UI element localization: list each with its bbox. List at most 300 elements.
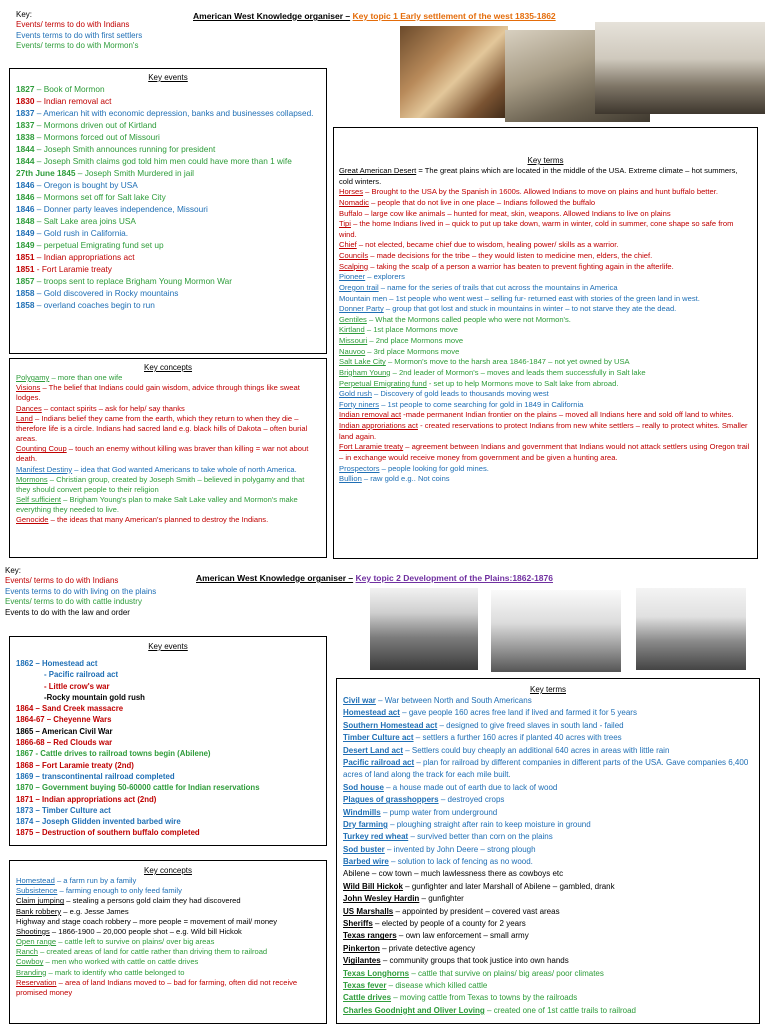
key-concepts-heading: Key concepts [143, 363, 193, 372]
term-item-label: Bullion [339, 474, 362, 484]
concept-item-definition: – mark to identify who cattle belonged to [46, 967, 185, 977]
event-item: - Pacific railroad act [44, 670, 119, 680]
term-item-definition: – Settlers could buy cheaply an additional 640 acres in areas with little rain [403, 745, 670, 755]
term-item-definition: Abilene – cow town – much lawlessness there as cowboys etc [343, 869, 564, 879]
concept-item [16, 515, 320, 525]
term-item-definition: – Discovery of gold leads to thousands moving west [371, 389, 549, 399]
concept-item-label: Genocide [16, 515, 49, 525]
key-item: Events to do with the law and order [5, 607, 130, 617]
term-item [339, 464, 752, 475]
term-item [339, 283, 752, 294]
event-item [16, 227, 320, 239]
concept-item-label: Reservation [16, 977, 57, 987]
concept-item-definition: – e.g. Jesse James [61, 906, 129, 916]
concept-item [16, 373, 320, 383]
term-item-label: Charles Goodnight and Oliver Loving [343, 1005, 485, 1015]
concept-item-definition: – idea that God wanted Americans to take whole of north America. [72, 464, 297, 474]
event-text: – Gold discovered in Rocky mountains [34, 288, 179, 299]
term-item-label: Civil war [343, 696, 376, 705]
event-date: 1838 [16, 132, 35, 143]
term-item-label: Southern Homestead act [343, 720, 438, 730]
term-item [339, 294, 752, 305]
concept-item-label: Self sufficient [16, 495, 62, 505]
event-item: 1865 – American Civil War [16, 726, 113, 736]
stagecoach-painting-icon [595, 22, 765, 114]
term-item-definition: – gave people 160 acres free land if lived and farmed it for 5 years [399, 708, 637, 718]
event-item: 1874 – Joseph Glidden invented barbed wire [16, 817, 181, 827]
event-text: – Oregon is bought by USA [34, 180, 138, 191]
term-item [339, 336, 752, 347]
concept-item-definition: – The belief that Indians could gain wisdom, advice through things like sweat lodges. [16, 383, 300, 403]
concept-item [16, 876, 320, 886]
term-item [339, 262, 752, 273]
term-item-definition: – community groups that took justice into own hands [380, 956, 569, 966]
cattle-town-drawing-icon [636, 588, 746, 670]
event-item: 1867 - Cattle drives to railroad towns begin (Abilene) [16, 749, 211, 759]
key-concepts-heading: Key concepts [143, 866, 193, 875]
term-item-label: Sod house [343, 782, 384, 792]
term-item [339, 166, 752, 187]
page-title-1 [193, 11, 556, 22]
event-date: 1851 [16, 252, 35, 263]
term-item-definition: – War between North and South Americans [375, 696, 532, 705]
concept-item [16, 968, 320, 978]
term-item-label: Turkey red wheat [343, 832, 409, 842]
term-item [343, 794, 753, 806]
concept-item-label: Counting Coup [16, 444, 67, 454]
title-subtopic: Key topic 2 Development of the Plains:1862-1876 [355, 573, 553, 583]
term-item-label: Pacific railroad act [343, 757, 415, 767]
term-item-label: Forty niners [339, 399, 380, 409]
term-item-definition: – a house made out of earth due to lack of wood [383, 782, 558, 792]
event-text: – Book of Mormon [34, 84, 105, 94]
concept-item-label: Open range [16, 937, 57, 947]
term-item [339, 325, 752, 336]
term-item-definition: – people looking for gold mines. [379, 463, 489, 473]
title-main: American West Knowledge organiser – [193, 11, 351, 21]
concept-item-label: Dances [16, 403, 42, 413]
term-item-definition: – ploughing straight after rain to keep moisture in ground [387, 819, 591, 829]
event-date: 1849 [16, 240, 35, 251]
event-item [16, 275, 320, 287]
term-item-definition: – made decisions for the tribe – they would listen to medicine men, elders, the chief. [368, 251, 653, 260]
event-date: 1830 [16, 96, 35, 107]
term-item-definition: – cattle that survive on plains/ big areas/ poor climates [409, 968, 604, 978]
concept-item [16, 444, 320, 464]
term-item-definition: – agreement between Indians and government that Indians would not attack settlers using Oregon trail – in exchange would receive money from government and be given a hunting area. [339, 442, 750, 462]
event-date: 1844 [16, 144, 35, 155]
term-item-label: Donner Party [339, 304, 384, 314]
concept-item [16, 917, 320, 927]
title-subtopic: Key topic 1 Early settlement of the west 1835-1862 [352, 11, 556, 21]
concept-item [16, 475, 320, 495]
term-item-definition: – invented by John Deere – strong plough [384, 844, 536, 854]
term-item-label: Fort Laramie treaty [339, 442, 404, 452]
term-item [339, 368, 752, 379]
key-events-box-1 [9, 68, 327, 354]
term-item-definition: – own law enforcement – small army [396, 931, 529, 941]
key-item: Events terms to do with living on the plains [5, 586, 157, 596]
key-events-box-2 [9, 636, 327, 846]
key-item: Events/ terms to do with Mormon's [16, 41, 139, 51]
event-date: 1846 [16, 192, 35, 203]
term-item-label: Oregon trail [339, 282, 379, 292]
event-date: 1844 [16, 156, 35, 167]
term-item-definition: – 2nd leader of Mormon's – moves and leads them successfully in Salt lake [390, 367, 646, 377]
event-text: – Mormons forced out of Missouri [34, 132, 160, 143]
event-date: 1846 [16, 180, 35, 191]
concept-item [16, 978, 320, 998]
event-text: – Joseph Smith announces running for president [34, 144, 216, 155]
event-date: 1846 [16, 204, 35, 215]
term-item-label: Nauvoo [339, 346, 366, 356]
term-item-label: Councils [339, 251, 369, 260]
event-item [16, 191, 320, 203]
term-item [339, 304, 752, 315]
term-item-label: Pinkerton [343, 943, 380, 953]
event-text: – Indian appropriations act [34, 252, 135, 263]
term-item-label: Plagues of grasshoppers [343, 795, 439, 805]
term-item [343, 968, 753, 980]
term-item-definition: – settlers a further 160 acres if planted 40 acres with trees [413, 733, 622, 743]
term-item [339, 347, 752, 358]
event-date: 1857 [16, 276, 35, 287]
term-item-label: Vigilantes [343, 956, 381, 966]
event-text: – Donner party leaves independence, Missouri [34, 204, 208, 215]
term-item-definition: – plan for railroad by different companies in different parts of the USA. Gave companies 6,400 acres of land along the track for each mile built. [343, 757, 749, 780]
term-item-definition: – group that got lost and stuck in mountains in winter – to not starve they ate the dead. [383, 304, 677, 314]
term-item-definition: Mountain men – 1st people who went west – selling fur- returned east with stories of the green land in west. [339, 293, 700, 303]
event-item [16, 263, 320, 275]
event-text: – Indian removal act [34, 96, 112, 107]
term-item-label: Pioneer [339, 272, 366, 282]
key-events-heading: Key events [148, 73, 188, 82]
event-item [16, 167, 320, 179]
event-item [16, 155, 320, 167]
concept-item-definition: – stealing a persons gold claim they had discovered [64, 896, 241, 906]
term-item [339, 251, 752, 262]
term-item-definition: – the home Indians lived in – quick to put up take down, warm in winter, cold in summer, cone shape so safe from wind. [339, 219, 734, 239]
term-item-definition: – 1st place Mormons move [364, 325, 459, 335]
term-item-label: Salt Lake City [339, 357, 386, 367]
concept-item-definition: – created areas of land for cattle rather than driving them to railroad [37, 947, 268, 957]
term-item-definition: – What the Mormons called people who were not Mormon's. [366, 314, 571, 324]
event-item [16, 203, 320, 215]
concept-item-definition: – Brigham Young's plan to make Salt Lake valley and Mormon's make everything they needed to live. [16, 495, 298, 515]
term-item [343, 930, 753, 942]
event-item [16, 95, 320, 107]
key-terms-heading: Key terms [529, 685, 566, 694]
term-item [343, 695, 753, 707]
concept-item-label: Polygamy [16, 373, 50, 382]
concept-item [16, 414, 320, 445]
event-date: 1837 [16, 120, 35, 131]
key-terms-box-1 [333, 127, 758, 559]
term-item [343, 992, 753, 1004]
event-text: – overland coaches begin to run [34, 300, 155, 311]
event-item [16, 179, 320, 191]
term-item [343, 807, 753, 819]
term-item-label: Cattle drives [343, 993, 392, 1003]
event-item: 1864-67 – Cheyenne Wars [16, 715, 112, 725]
term-item-definition: – people that do not live in one place – Indians followed the buffalo [368, 197, 596, 207]
term-item-definition: – disease which killed cattle [386, 980, 488, 990]
event-date: 1851 [16, 264, 35, 275]
term-item [339, 272, 752, 283]
event-item: 1871 – Indian appropriations act (2nd) [16, 794, 157, 804]
concept-item-label: Manifest Destiny [16, 464, 73, 474]
concept-item-label: Ranch [16, 947, 38, 957]
event-item: -Rocky mountain gold rush [44, 692, 145, 702]
term-item [343, 856, 753, 868]
event-text: – Joseph Smith claims god told him men could have more than 1 wife [34, 156, 292, 167]
term-item [339, 187, 752, 198]
event-item [16, 83, 320, 95]
term-item [339, 209, 752, 220]
term-item-label: Indian approriations act [339, 421, 418, 430]
concept-item-label: Subsistence [16, 886, 58, 896]
term-item [339, 442, 752, 463]
term-item-label: Windmills [343, 807, 381, 817]
term-item-definition: = The great plains which are located in the middle of the USA. Extreme climate – hot summers, cold winters. [339, 166, 738, 186]
term-item-label: Texas fever [343, 980, 387, 990]
term-item-label: Perpetual Emigrating fund [339, 378, 427, 388]
term-item [339, 379, 752, 390]
locomotive-photo-icon [370, 588, 478, 670]
term-item [343, 980, 753, 992]
concept-item-definition: – the ideas that many American's planned to destroy the Indians. [48, 515, 269, 525]
term-item-label: Tipi [339, 219, 351, 229]
event-item: 1864 – Sand Creek massacre [16, 704, 124, 714]
event-date: 1849 [16, 228, 35, 239]
term-item-label: Kirtland [339, 325, 365, 335]
term-item-label: Prospectors [339, 463, 380, 473]
term-item [339, 400, 752, 411]
concept-item-label: Cowboy [16, 957, 44, 967]
concept-item-label: Shootings [16, 926, 50, 936]
event-item [16, 287, 320, 299]
term-item-definition: -made permanent Indian frontier on the plains – moved all Indians here and sold off land to whites. [401, 410, 734, 420]
term-item-definition: – gunfighter and later Marshall of Abilene – gambled, drank [402, 881, 615, 891]
term-item-label: Gentiles [339, 314, 367, 324]
term-item-label: Missouri [339, 336, 368, 345]
term-item-label: Desert Land act [343, 745, 404, 755]
event-text: – Salt Lake area joins USA [34, 216, 136, 227]
concept-item [16, 927, 320, 937]
event-date: 1848 [16, 216, 35, 227]
term-item-label: Texas Longhorns [343, 968, 410, 978]
term-item [343, 906, 753, 918]
key-item: Events/ terms to do with Indians [5, 576, 119, 586]
term-item [343, 707, 753, 719]
term-item-definition: – private detective agency [379, 943, 476, 953]
term-item-label: Horses [339, 187, 364, 197]
event-item: 1868 – Fort Laramie treaty (2nd) [16, 760, 134, 770]
term-item-label: Barbed wire [343, 857, 389, 867]
term-item-label: Gold rush [339, 389, 372, 399]
term-item-definition: – not elected, became chief due to wisdom, healing power/ skills as a warrior. [356, 240, 619, 250]
event-date: 1858 [16, 300, 35, 311]
term-item-definition: – taking the scalp of a person a warrior has beaten to prevent fighting again in the afterlife. [368, 261, 674, 271]
event-item: 1870 – Government buying 50-60000 cattle for Indian reservations [16, 783, 260, 793]
term-item [343, 1005, 753, 1017]
concept-item-definition: – 1866-1900 – 20,000 people shot – e.g. Wild bill Hickok [49, 926, 242, 936]
term-item-label: Brigham Young [339, 367, 391, 377]
concept-item-definition: – a farm run by a family [54, 876, 137, 885]
concept-item-label: Land [16, 413, 33, 423]
event-date: 1837 [16, 108, 35, 119]
term-item [343, 819, 753, 831]
key-concepts-box-2 [9, 860, 327, 1024]
term-item-label: Wild Bill Hickok [343, 881, 403, 891]
term-item-label: US Marshalls [343, 906, 394, 916]
key-item: Events terms to do with first settlers [16, 30, 143, 40]
term-item [343, 893, 753, 905]
term-item [339, 219, 752, 240]
key-item: Events/ terms to do with cattle industry [5, 597, 142, 607]
event-item [16, 299, 320, 311]
term-item [339, 421, 752, 442]
key-terms-heading: Key terms [527, 156, 564, 165]
term-item [343, 757, 753, 782]
concept-item-definition: – Indians belief they came from the earth, which they return to when they die – therefore life is a circle. Indians had sacred land e.g. black hills of Dakota – often burial areas. [16, 413, 308, 444]
concept-item [16, 947, 320, 957]
concept-item [16, 937, 320, 947]
event-item [16, 251, 320, 263]
event-text: – troops sent to replace Brigham Young Mormon War [34, 276, 233, 287]
event-text: – Mormons driven out of Kirtland [34, 120, 157, 131]
concept-item-label: Visions [16, 383, 41, 393]
event-item: 1875 – Destruction of southern buffalo completed [16, 828, 200, 838]
term-item [339, 410, 752, 421]
term-item [339, 240, 752, 251]
term-item-definition: – gunfighter [419, 894, 464, 904]
term-item [343, 782, 753, 794]
term-item-definition: – appointed by president – covered vast areas [393, 906, 560, 916]
concept-item-definition: – touch an enemy without killing was braver than killing = war not about death. [16, 444, 309, 464]
term-item-definition: – 3rd place Mormons move [365, 346, 460, 356]
term-item-definition: – pump water from underground [380, 807, 498, 817]
concept-item-label: Homestead [16, 876, 55, 885]
term-item [339, 315, 752, 326]
event-item: - Little crow's war [44, 681, 110, 691]
term-item-label: Nomadic [339, 197, 369, 207]
concept-item-definition: – men who worked with cattle on cattle drives [43, 957, 199, 967]
term-item [343, 943, 753, 955]
term-item-label: Timber Culture act [343, 733, 414, 743]
concept-item [16, 404, 320, 414]
concept-item [16, 886, 320, 896]
term-item-label: Scalping [339, 261, 369, 271]
term-item-label: Sod buster [343, 844, 385, 854]
concept-item-label: Bank robbery [16, 906, 62, 916]
event-item [16, 143, 320, 155]
term-item-label: Sheriffs [343, 919, 373, 929]
concept-item-definition: – area of land Indians moved to – bad for farming, often did not receive promised money [16, 977, 298, 997]
event-date: 1858 [16, 288, 35, 299]
concept-item-definition: Highway and stage coach robbery – more people = movement of mail/ money [16, 916, 278, 926]
term-item-label: Chief [339, 240, 357, 250]
term-item-label: Great American Desert [339, 166, 417, 175]
event-item [16, 215, 320, 227]
term-item-definition: – 2nd place Mormons move [367, 336, 464, 345]
term-item-definition: – created one of 1st cattle trails to railroad [484, 1005, 636, 1015]
term-item-definition: - created reservations to protect Indians from new white settlers – really to protect whites. Smaller land again. [339, 421, 748, 441]
term-item-definition: – Mormon's move to the harsh area 1846-1847 – not yet owned by USA [385, 357, 630, 367]
title-main: American West Knowledge organiser – [196, 573, 354, 583]
term-item [343, 918, 753, 930]
term-item-label: Indian removal act [339, 410, 402, 420]
concept-item-label: Branding [16, 967, 47, 977]
term-item-label: Dry farming [343, 819, 388, 829]
event-item [16, 107, 320, 119]
concept-item-label: Mormons [16, 474, 48, 484]
term-item-definition: – survived better than corn on the plains [408, 832, 553, 842]
event-item: 1873 – Timber Culture act [16, 805, 111, 815]
event-item [16, 131, 320, 143]
term-item [343, 720, 753, 732]
event-text: – Joseph Smith Murdered in jail [75, 168, 195, 179]
key-heading: Key: [16, 10, 33, 19]
concept-item-definition: – Christian group, created by Joseph Smith – believed in polygamy and that they should convert people to their religion [16, 474, 305, 494]
concept-item-definition: – more than one wife [49, 373, 123, 382]
event-text: – Mormons set off for Salt lake City [34, 192, 166, 203]
key-heading: Key: [5, 566, 22, 575]
term-item-definition: – elected by people of a county for 2 years [372, 919, 526, 929]
sod-house-photo-icon [491, 590, 621, 672]
term-item-definition: – Brought to the USA by the Spanish in 1600s. Allowed Indians to move on plains and hunt buffalo better. [363, 187, 718, 197]
event-item: 1869 – transcontinental railroad completed [16, 771, 175, 781]
concept-item-definition: – contact spirits – ask for help/ say thanks [41, 403, 185, 413]
event-text: – Gold rush in California. [34, 228, 129, 239]
term-item [343, 831, 753, 843]
event-date: 27th June 1845 [16, 168, 76, 179]
term-item [343, 868, 753, 880]
concept-item-definition: – cattle left to survive on plains/ over big areas [56, 937, 215, 947]
term-item [343, 881, 753, 893]
term-item-definition: – raw gold e.g.. Not coins [361, 474, 450, 484]
native-americans-painting-icon [400, 26, 508, 118]
concept-item [16, 957, 320, 967]
term-item [339, 357, 752, 368]
term-item-definition: – designed to give freed slaves in south land - failed [437, 720, 624, 730]
event-item: 1866-68 – Red Clouds war [16, 738, 113, 748]
term-item-label: Homestead act [343, 708, 400, 718]
term-item [343, 844, 753, 856]
term-item [339, 389, 752, 400]
term-item-definition: – solution to lack of fencing as no wood. [388, 857, 533, 867]
term-item [343, 732, 753, 744]
concept-item [16, 896, 320, 906]
term-item [339, 198, 752, 209]
key-terms-box-2 [336, 678, 760, 1024]
term-item-definition: – name for the series of trails that cut across the mountains in America [378, 282, 618, 292]
term-item-label: John Wesley Hardin [343, 894, 420, 904]
term-item-label: Texas rangers [343, 931, 397, 941]
event-item [16, 239, 320, 251]
key-concepts-box-1 [9, 358, 327, 558]
event-text: – perpetual Emigrating fund set up [34, 240, 164, 251]
event-date: 1827 [16, 84, 35, 94]
key-legend-1 [16, 10, 142, 52]
event-item [16, 119, 320, 131]
concept-item [16, 383, 320, 403]
page-title-2 [196, 573, 553, 584]
concept-item [16, 907, 320, 917]
event-item: 1862 – Homestead act [16, 659, 98, 668]
key-legend-2 [5, 566, 156, 618]
term-item [343, 745, 753, 757]
